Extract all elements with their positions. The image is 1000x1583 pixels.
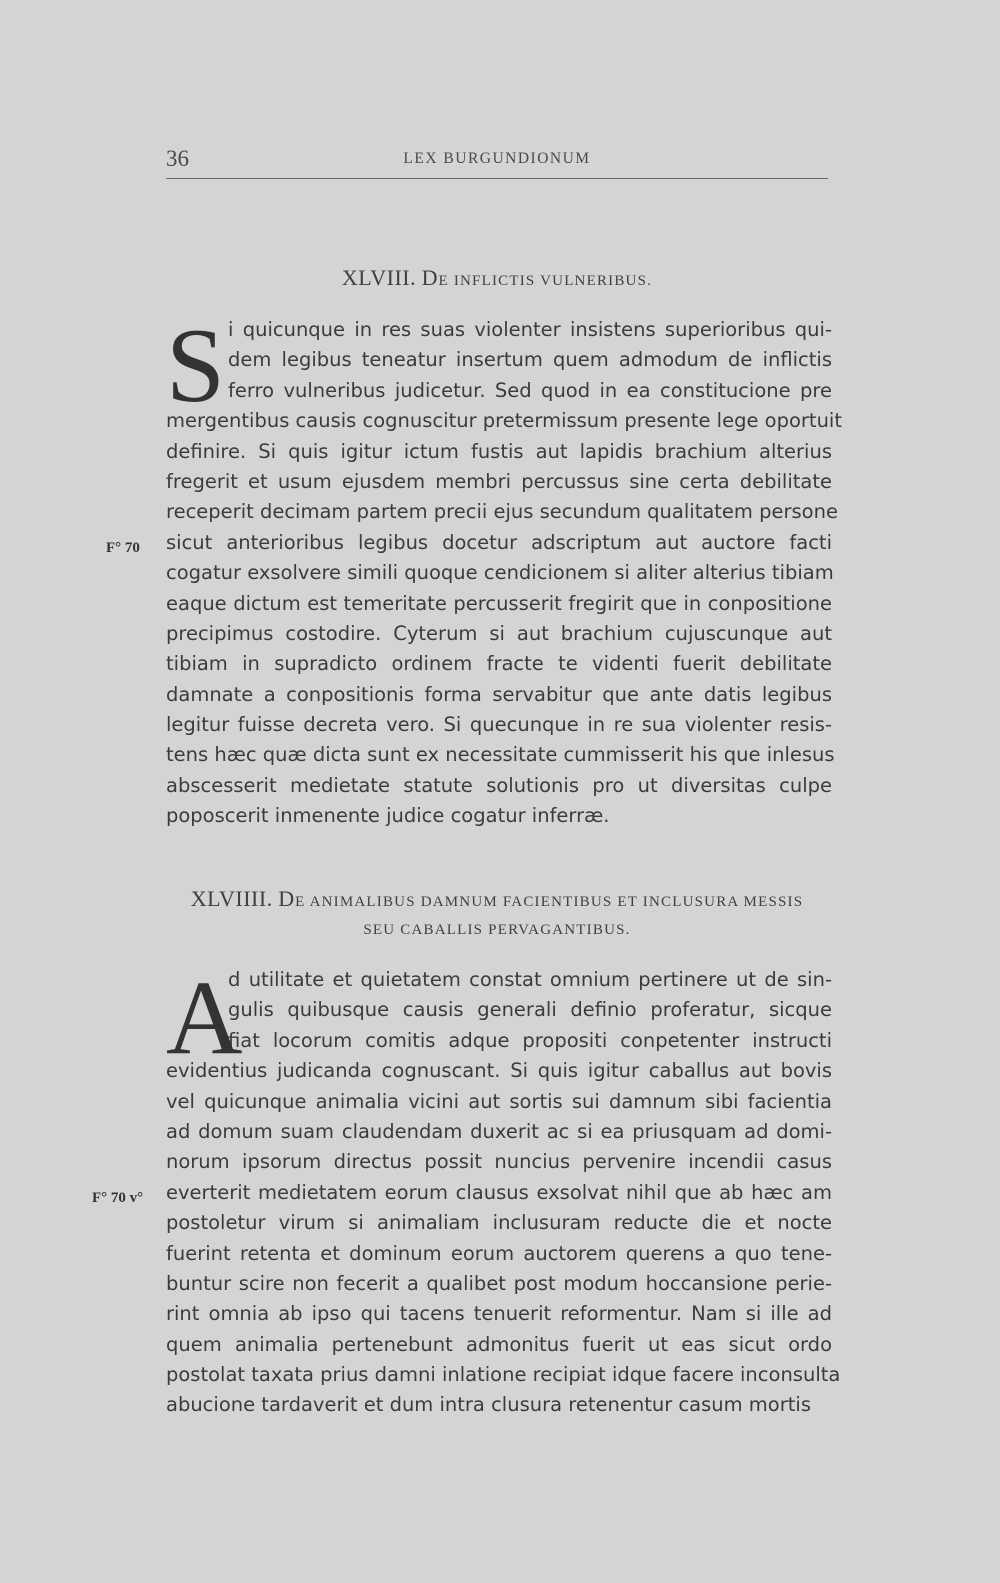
text-line: i quicunque in res suas violenter insistens superioribus qui-	[228, 318, 832, 341]
text-line: postoletur virum si animaliam inclusuram reducte die et nocte	[166, 1211, 832, 1235]
text-line: mergentibus causis cognuscitur pretermissum presente lege oportuit	[166, 409, 842, 433]
text-line: definire. Si quis igitur ictum fustis aut lapidis brachium alterius	[166, 439, 832, 463]
text-line: evidentius judicanda cognuscant. Si quis igitur caballus aut bovis	[166, 1059, 832, 1083]
section-number: XLVIIII.	[190, 886, 273, 911]
title-text: E INFLICTIS VULNERIBUS.	[438, 273, 653, 289]
section-body-xlviii	[166, 307, 842, 832]
running-head	[166, 146, 828, 176]
title-initial: D	[278, 886, 296, 911]
text-line: precipimus costodire. Cyterum si aut brachium cujuscunque aut	[166, 621, 832, 645]
title-text: E ANIMALIBUS DAMNUM FACIENTIBUS ET INCLUSURA MESSIS	[295, 894, 804, 910]
section-title-xlviii	[166, 265, 828, 291]
text-line: fregerit et usum ejusdem membri percussus sine certa debilitate	[166, 469, 832, 493]
text-line: buntur scire non fecerit a qualibet post modum hoccansione perie-	[166, 1271, 832, 1295]
text-line: rint omnia ab ipso qui tacens tenuerit reformentur. Nam si ille ad	[166, 1302, 832, 1326]
text-line: sicut anterioribus legibus docetur adscriptum aut auctore facti	[166, 530, 832, 554]
text-line: tibiam in supradicto ordinem fracte te videnti fuerit debilitate	[166, 652, 832, 676]
header-rule	[166, 178, 828, 179]
text-line: ad domum suam claudendam duxerit ac si ea priusquam ad domi-	[166, 1119, 832, 1143]
text-line: everterit medietatem eorum clausus exsolvat nihil que ab hæc am	[166, 1180, 832, 1204]
text-line: postolat taxata prius damni inlatione recipiat idque facere inconsulta	[166, 1363, 841, 1387]
section-body-xlviiii	[166, 959, 841, 1421]
section-title-xlviiii	[166, 886, 828, 912]
drop-cap: S	[166, 307, 225, 424]
text-line: fuerint retenta et dominum eorum auctorem querens a quo tene-	[166, 1241, 832, 1265]
page-number: 36	[166, 146, 189, 171]
text-line: d utilitate et quietatem constat omnium pertinere ut de sin-	[228, 968, 832, 991]
folio-margin-note: F° 70 v°	[92, 1190, 144, 1206]
text-line: norum ipsorum directus possit nuncius pervenire incendii casus	[166, 1150, 832, 1174]
section-title-continuation: SEU CABALLIS PERVAGANTIBUS.	[363, 922, 631, 938]
title-initial: D	[421, 265, 439, 290]
text-line: eaque dictum est temeritate percusserit fregirit que in conpositione	[166, 591, 832, 615]
text-line: poposcerit inmenente judice cogatur inferræ.	[166, 804, 610, 828]
text-line: gulis quibusque causis generali definio proferatur, sicque	[228, 998, 832, 1022]
text-line: abscesserit medietate statute solutionis pro ut diversitas culpe	[166, 773, 832, 797]
folio-margin-note: F° 70	[106, 540, 140, 556]
text-line: legitur fuisse decreta vero. Si quecunque in re sua violenter resis-	[166, 713, 832, 737]
text-line: receperit decimam partem precii ejus secundum qualitatem persone	[166, 500, 838, 524]
text-line: cogatur exsolvere simili quoque cendicionem si aliter alterius tibiam	[166, 561, 834, 585]
text-line: fiat locorum comitis adque propositi conpetenter instructi	[228, 1028, 832, 1052]
running-title: LEX BURGUNDIONUM	[403, 150, 591, 167]
text-line: quem animalia pertenebunt admonitus fuerit ut eas sicut ordo	[166, 1332, 832, 1356]
text-line: dem legibus teneatur insertum quem admodum de inflictis	[228, 348, 832, 372]
text-line: abucione tardaverit et dum intra clusura retenentur casum mortis	[166, 1393, 811, 1417]
text-line: ferro vulneribus judicetur. Sed quod in ea constitucione pre	[228, 378, 832, 402]
drop-cap: A	[166, 959, 243, 1076]
text-line: damnate a conpositionis forma servabitur que ante datis legibus	[166, 682, 832, 706]
text-line: tens hæc quæ dicta sunt ex necessitate cummisserit his que inlesus	[166, 743, 835, 767]
section-number: XLVIII.	[341, 265, 417, 290]
text-line: vel quicunque animalia vicini aut sortis sui damnum sibi facientia	[166, 1089, 832, 1113]
